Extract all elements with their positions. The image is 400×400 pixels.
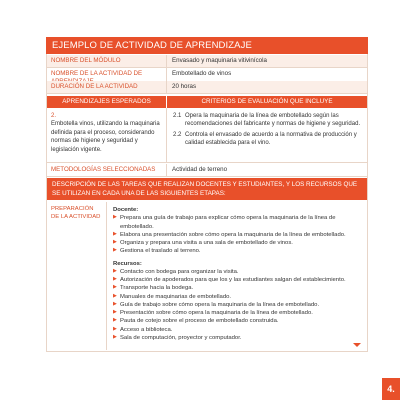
list-item	[113, 284, 361, 292]
learning-row	[47, 108, 367, 163]
arrow-bullet-icon: ▶	[113, 214, 117, 221]
learning-text: Embotella vinos, utilizando la maquinaria definida para el proceso, considerando normas de higiene y seguridad y legislación vigente.	[51, 121, 160, 153]
criterion-number: 2.2	[173, 131, 182, 138]
info-row-module	[47, 55, 367, 68]
methodology-label: METODOLOGÍAS SELECCIONADAS	[47, 164, 167, 177]
activity-label: NOMBRE DE LA ACTIVIDAD DE	[47, 68, 167, 89]
page-title: EJEMPLO DE ACTIVIDAD DE APRENDIZAJE	[46, 37, 368, 54]
continue-arrow-icon	[353, 343, 361, 347]
page-number: 4.	[382, 378, 400, 400]
list-item	[113, 268, 361, 276]
list-item-text: Contacto con bodega para organizar la visita.	[120, 268, 239, 275]
list-item-text: Autorización de apoderados para que los y las estudiantes salgan del establecimiento.	[120, 277, 346, 284]
criterion-item	[173, 112, 361, 129]
list-item-text: Sala de computación, proyector y computador.	[120, 334, 242, 341]
list-item	[113, 276, 361, 284]
module-label: NOMBRE DEL MÓDULO	[47, 55, 167, 68]
learning-number: 2.	[51, 113, 57, 119]
arrow-bullet-icon: ▶	[113, 309, 117, 316]
arrow-bullet-icon: ▶	[113, 284, 117, 291]
preparation-content	[107, 202, 367, 350]
list-item-text: Transporte hacia la bodega.	[120, 285, 194, 292]
methodology-row	[47, 164, 367, 177]
list-item-text: Acceso a biblioteca.	[120, 326, 173, 333]
activity-value: Embotellado de vinos	[167, 68, 367, 89]
list-item	[113, 334, 361, 342]
list-item-text: Presentación sobre cómo opera la maquinaria de la línea de embotellado.	[120, 310, 313, 317]
preparation-section	[47, 202, 367, 350]
duration-value: 20 horas	[167, 81, 367, 94]
list-item	[113, 301, 361, 309]
criterion-number: 2.1	[173, 113, 182, 119]
arrow-bullet-icon: ▶	[113, 333, 117, 340]
list-item	[113, 317, 361, 325]
docente-heading: Docente:	[113, 207, 139, 213]
recursos-heading: Recursos:	[113, 260, 142, 267]
arrow-bullet-icon: ▶	[113, 276, 117, 283]
methodology-value: Actividad de terreno	[167, 164, 367, 177]
list-item	[113, 231, 361, 239]
list-item	[113, 214, 361, 231]
arrow-bullet-icon: ▶	[113, 292, 117, 299]
learning-outcome	[47, 108, 167, 162]
list-item-text: Prepara una guía de trabajo para explicar cómo opera la maquinaria de la línea de embotellado.	[120, 215, 336, 230]
list-item-text: Pauta de cotejo sobre el proceso de embotellado construida.	[120, 318, 279, 325]
criterion-text: Controla el envasado de acuerdo a la normativa de producción y calidad establecida para el vino.	[185, 131, 357, 147]
module-value: Envasado y maquinaria vitivinícola	[167, 55, 367, 68]
info-row-duration	[47, 81, 367, 94]
list-item	[113, 293, 361, 301]
criteria-list	[167, 108, 367, 162]
list-item-text: Guía de trabajo sobre cómo opera la maquinaria de la línea de embotellado.	[120, 301, 320, 308]
criteria-header-row	[47, 96, 367, 108]
arrow-bullet-icon: ▶	[113, 230, 117, 237]
preparation-label: PREPARACIÓN DE LA ACTIVIDAD	[47, 202, 107, 350]
arrow-bullet-icon: ▶	[113, 300, 117, 307]
list-item	[113, 309, 361, 317]
list-item-text: Gestiona el traslado al terreno.	[120, 248, 201, 255]
list-item-text: Organiza y prepara una visita a una sala de embotellado de vinos.	[120, 240, 293, 247]
description-header: DESCRIPCIÓN DE LAS TAREAS QUE REALIZAN DOCENTES Y ESTUDIANTES, Y LOS RECURSOS QUE SE UTILIZAN EN CADA UNA DE LAS SIGUIENTES ETAPAS:	[47, 178, 367, 200]
list-item	[113, 247, 361, 255]
arrow-bullet-icon: ▶	[113, 267, 117, 274]
learning-header: APRENDIZAJES ESPERADOS	[47, 96, 167, 108]
list-item-text: Elabora una presentación sobre cómo opera la maquinaria de la línea de embotellado.	[120, 231, 346, 238]
list-item	[113, 326, 361, 334]
list-item	[113, 239, 361, 247]
criterion-text: Opera la maquinaria de la línea de embotellado según las recomendaciones del fabricante y normas de higiene y seguridad.	[185, 113, 361, 128]
criteria-header: CRITERIOS DE EVALUACIÓN QUE INCLUYE	[167, 96, 367, 108]
duration-label: DURACIÓN DE LA ACTIVIDAD	[47, 81, 167, 94]
arrow-bullet-icon: ▶	[113, 317, 117, 324]
arrow-bullet-icon: ▶	[113, 325, 117, 332]
criterion-item	[173, 131, 361, 148]
arrow-bullet-icon: ▶	[113, 239, 117, 246]
list-item-text: Manuales de maquinarias de embotellado.	[120, 293, 232, 300]
arrow-bullet-icon: ▶	[113, 247, 117, 254]
